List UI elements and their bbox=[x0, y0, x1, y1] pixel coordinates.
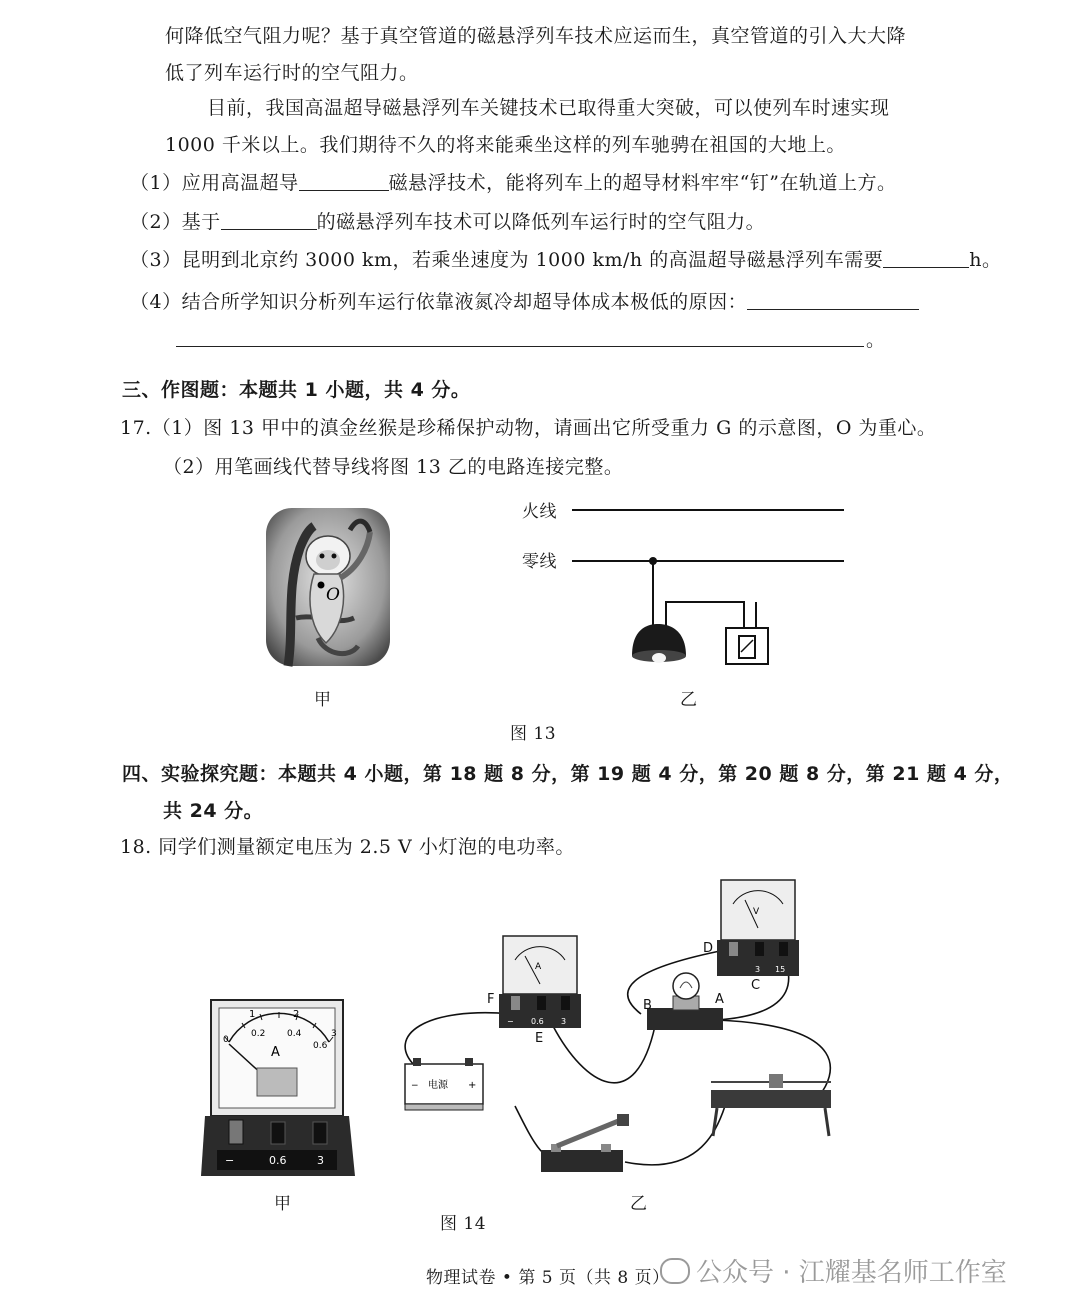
answer-line[interactable] bbox=[176, 346, 864, 347]
answer-blank[interactable] bbox=[747, 291, 919, 310]
o-label: O bbox=[326, 585, 340, 605]
ammeter-large bbox=[205, 998, 355, 1178]
figure-13-caption: 图 13 bbox=[510, 724, 557, 744]
ammeter-small bbox=[499, 936, 581, 1028]
question-16-3 bbox=[130, 248, 1001, 272]
terminal-knob[interactable] bbox=[313, 1122, 327, 1144]
terminal-label: 3 bbox=[755, 965, 761, 974]
terminal-label: 15 bbox=[775, 965, 786, 974]
watermark bbox=[660, 1252, 1007, 1289]
question-16-2 bbox=[130, 210, 765, 234]
paragraph-line: 目前，我国高温超导磁悬浮列车关键技术已取得重大突破，可以使列车时速实现 bbox=[207, 97, 890, 119]
paragraph-line: 何降低空气阻力呢？基于真空管道的磁悬浮列车技术应运而生，真空管道的引入大大降 bbox=[165, 25, 907, 47]
question-16-1 bbox=[130, 171, 897, 195]
wechat-icon bbox=[660, 1258, 690, 1284]
point-label-c: C bbox=[751, 978, 761, 993]
question-16-4 bbox=[130, 290, 919, 314]
scale-label: 0.4 bbox=[287, 1029, 302, 1039]
scale-label: 2 bbox=[293, 1009, 300, 1020]
voltmeter bbox=[717, 880, 799, 976]
paragraph-line: 低了列车运行时的空气阻力。 bbox=[165, 62, 419, 84]
figure-14-label-yi: 乙 bbox=[630, 1194, 648, 1214]
question-text: h。 bbox=[969, 249, 1002, 271]
terminal-label: 3 bbox=[317, 1154, 324, 1167]
question-text: 磁悬浮技术，能将列车上的超导材料牢牢“钉”在轨道上方。 bbox=[388, 172, 897, 194]
section-heading-cont: 共 24 分。 bbox=[163, 800, 264, 822]
question-17-1: 17.（1）图 13 甲中的滇金丝猴是珍稀保护动物，请画出它所受重力 G 的示意图，O 为重心。 bbox=[120, 417, 937, 439]
scale-label: 0.6 bbox=[313, 1041, 328, 1051]
figure-13-label-yi: 乙 bbox=[680, 690, 698, 710]
point-label-e: E bbox=[535, 1031, 544, 1046]
experiment-circuit bbox=[395, 876, 855, 1176]
light-bulb-icon[interactable] bbox=[647, 973, 723, 1030]
battery-icon[interactable] bbox=[405, 1058, 483, 1110]
scale-label: 0 bbox=[223, 1035, 229, 1045]
paragraph-line: 1000 千米以上。我们期待不久的将来能乘坐这样的列车驰骋在祖国的大地上。 bbox=[165, 134, 846, 156]
section-heading: 三、作图题：本题共 1 小题，共 4 分。 bbox=[122, 379, 471, 401]
battery-label: 电源 bbox=[428, 1080, 448, 1091]
question-18: 18. 同学们测量额定电压为 2.5 V 小灯泡的电功率。 bbox=[120, 836, 575, 858]
scale-label: 3 bbox=[331, 1029, 337, 1039]
page-info: 物理试卷 • 第 5 页（共 8 页） bbox=[426, 1268, 670, 1288]
voltmeter-letter: V bbox=[753, 907, 760, 917]
battery-terminal-label: − bbox=[411, 1081, 419, 1091]
live-wire-label: 火线 bbox=[522, 502, 557, 522]
wire[interactable] bbox=[553, 1026, 655, 1083]
rheostat-icon[interactable] bbox=[711, 1074, 831, 1136]
terminal-knob[interactable] bbox=[229, 1120, 243, 1144]
watermark-text: 公众号 · 江耀基名师工作室 bbox=[696, 1258, 1007, 1288]
battery-terminal-label: + bbox=[468, 1080, 477, 1091]
center-of-gravity-dot bbox=[318, 582, 325, 589]
point-label-d: D bbox=[703, 941, 714, 956]
question-text: （4）结合所学知识分析列车运行依靠液氮冷却超导体成本极低的原因： bbox=[130, 291, 748, 313]
terminal-label: 0.6 bbox=[531, 1017, 544, 1026]
question-text: （2）基于 bbox=[130, 211, 221, 233]
lamp-icon[interactable] bbox=[632, 624, 686, 663]
figure-14-label-jia: 甲 bbox=[274, 1194, 292, 1214]
ammeter-letter: A bbox=[271, 1045, 280, 1060]
figure-14-caption: 图 14 bbox=[440, 1214, 487, 1234]
knife-switch-icon[interactable] bbox=[541, 1114, 629, 1172]
figure-13-label-jia: 甲 bbox=[314, 690, 332, 710]
point-label-a: A bbox=[715, 992, 724, 1007]
terminal-knob[interactable] bbox=[271, 1122, 285, 1144]
terminal-label: − bbox=[507, 1017, 514, 1026]
switch-icon[interactable] bbox=[726, 628, 768, 664]
scale-label: 1 bbox=[249, 1009, 256, 1020]
answer-blank[interactable] bbox=[221, 211, 317, 230]
household-circuit bbox=[560, 500, 860, 680]
terminal-label: 0.6 bbox=[269, 1154, 287, 1167]
period: 。 bbox=[866, 329, 886, 351]
point-label-b: B bbox=[643, 998, 652, 1013]
wire[interactable] bbox=[405, 1013, 513, 1066]
ammeter-letter: A bbox=[535, 962, 542, 972]
point-label-f: F bbox=[487, 992, 495, 1007]
question-text: 的磁悬浮列车技术可以降低列车运行时的空气阻力。 bbox=[316, 211, 766, 233]
monkey-photo bbox=[266, 508, 390, 666]
neutral-wire-label: 零线 bbox=[522, 552, 557, 572]
wire[interactable] bbox=[625, 1106, 725, 1165]
section-heading: 四、实验探究题：本题共 4 小题，第 18 题 8 分，第 19 题 4 分，第 20 题 8 分，第 21 题 4 分， bbox=[122, 763, 1014, 785]
terminal-label: − bbox=[225, 1154, 235, 1167]
rheostat-slider[interactable] bbox=[769, 1074, 783, 1088]
question-text: （3）昆明到北京约 3000 km，若乘坐速度为 1000 km/h 的高温超导磁悬浮列车需要 bbox=[130, 249, 884, 271]
terminal-label: 3 bbox=[561, 1017, 567, 1026]
scale-label: 0.2 bbox=[251, 1029, 266, 1039]
answer-blank[interactable] bbox=[299, 172, 389, 191]
question-17-2: （2）用笔画线代替导线将图 13 乙的电路连接完整。 bbox=[163, 456, 624, 478]
answer-blank[interactable] bbox=[883, 249, 969, 268]
question-text: （1）应用高温超导 bbox=[130, 172, 299, 194]
